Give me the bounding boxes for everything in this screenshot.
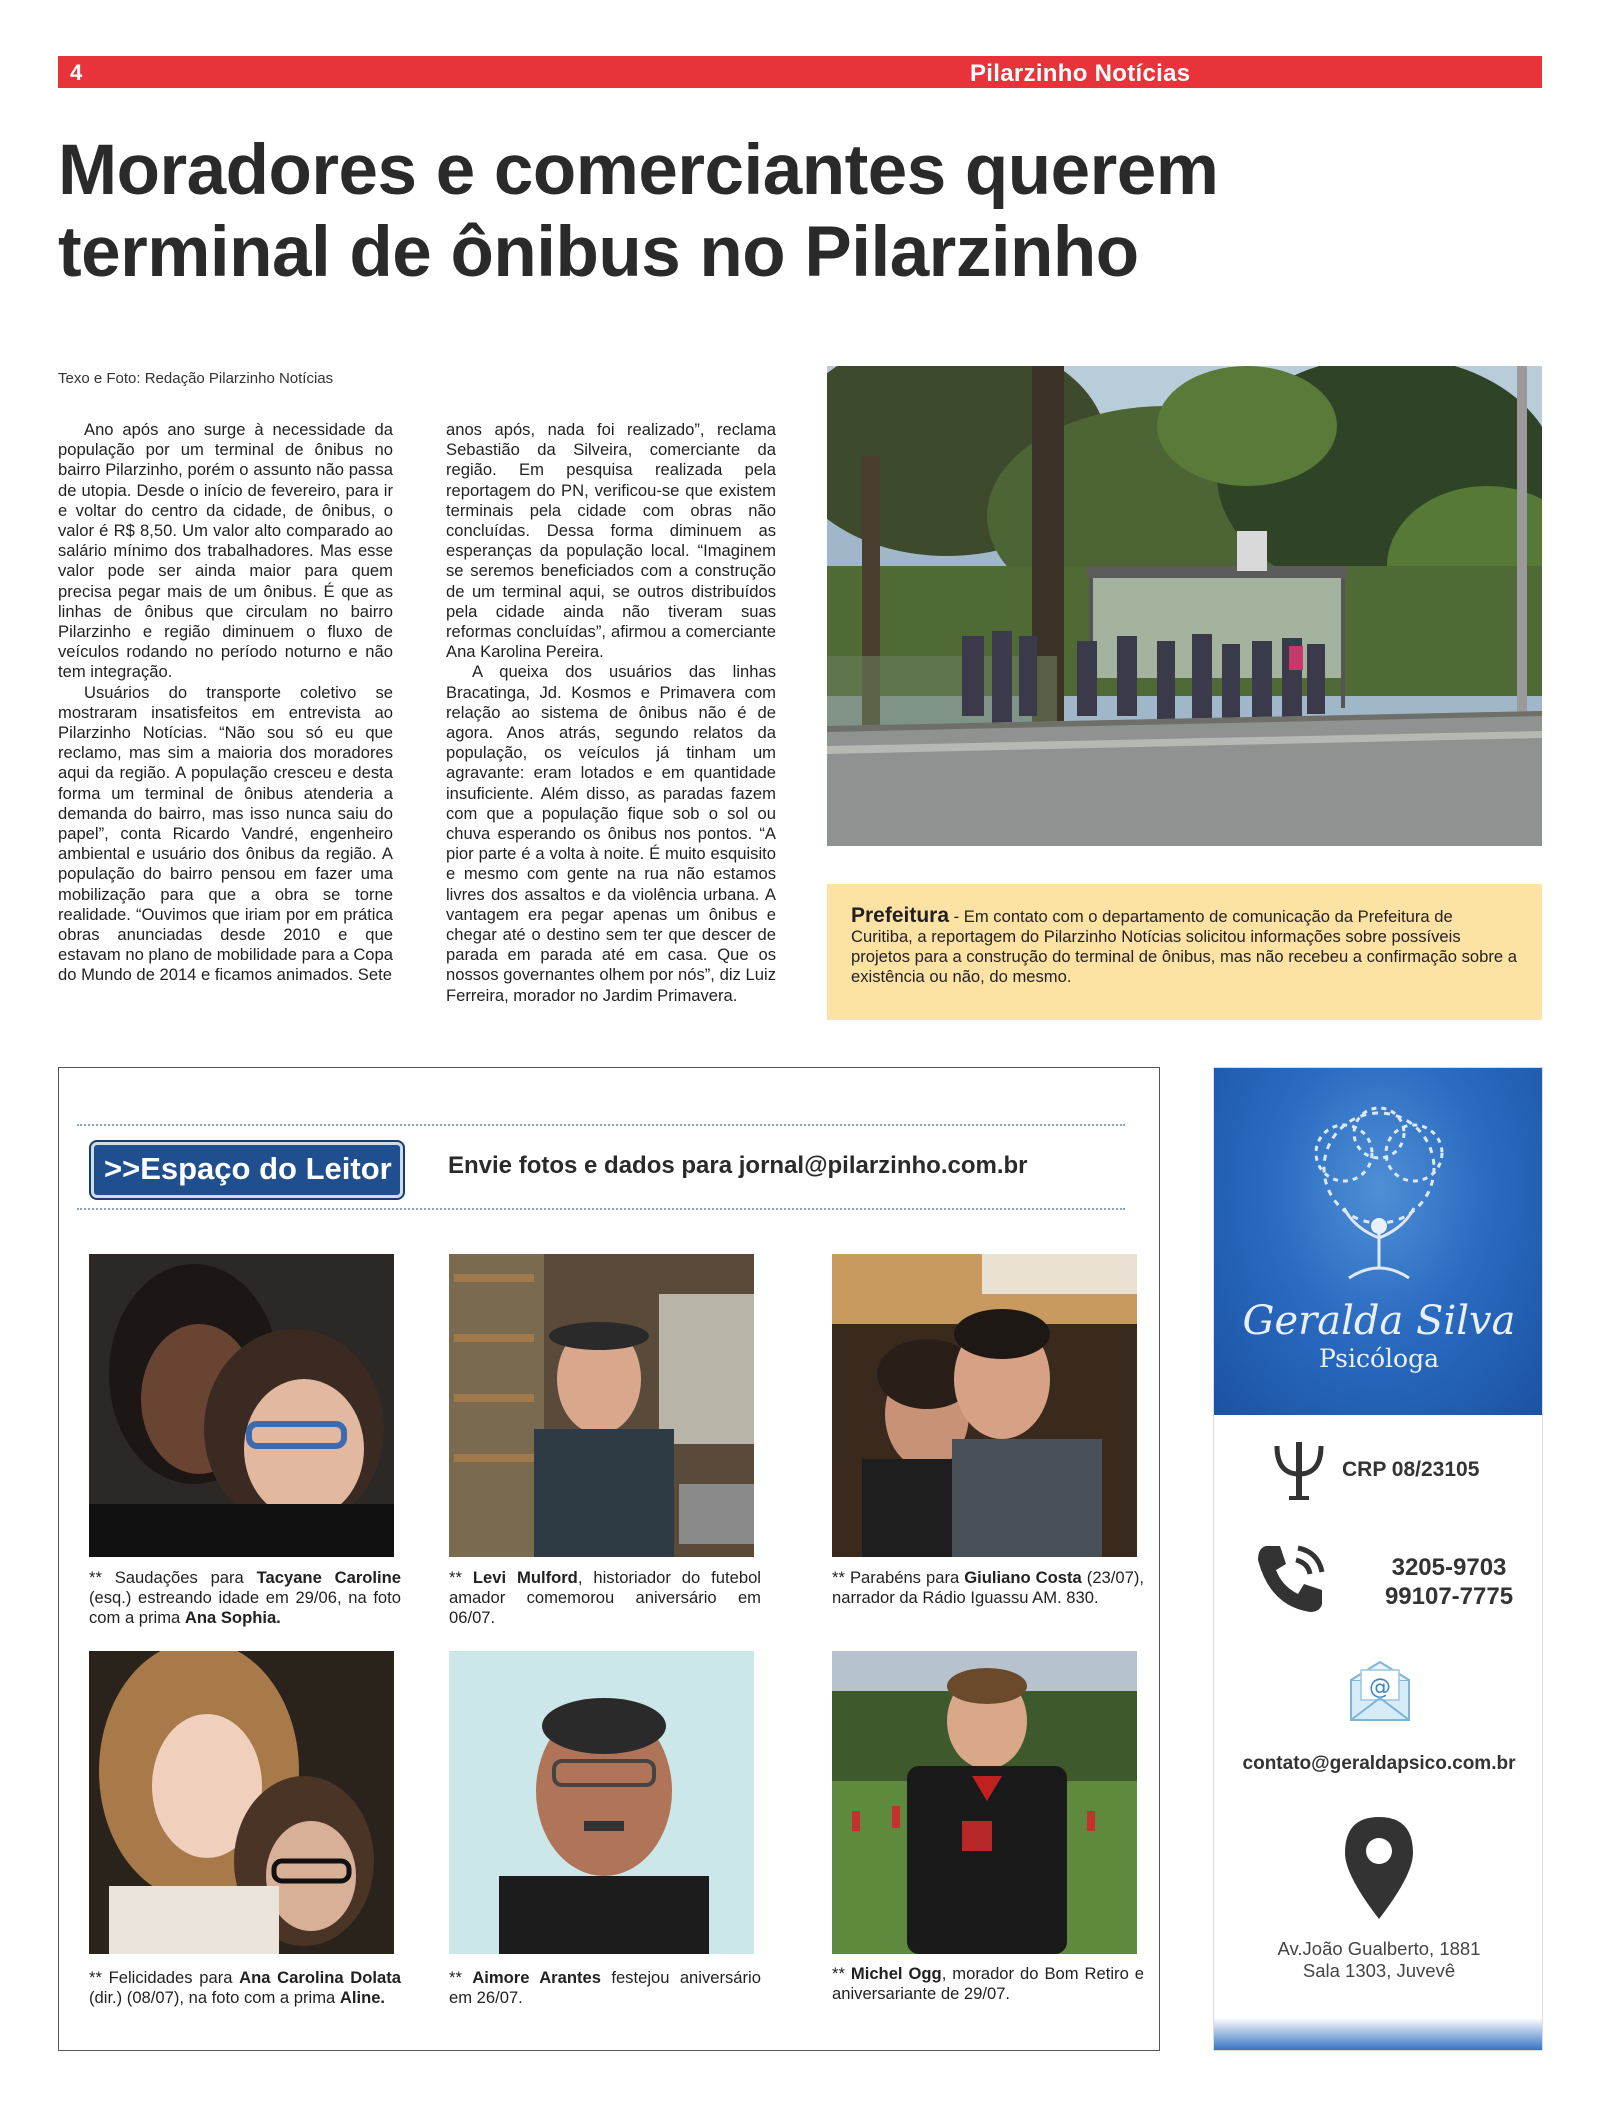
ad-phone-2: 99107-7775 (1384, 1583, 1514, 1610)
reader-space-section (58, 1067, 1160, 2051)
article-paragraph: anos após, nada foi realizado”, reclama Sebastião da Silveira, comerciante da região. Em pesquisa realizada pela reportagem do PN, verificou-se que existem terminais pela cidade com obras não concluídas. Dessa forma diminuem as esperanças da população local. “Imaginem se seremos beneficiados com a construção de um terminal aqui, se outros distribuídos pela cidade ainda não tiveram suas reformas concluídas”, afirmou a comerciante Ana Karolina Pereira. (446, 420, 776, 662)
article-column-2 (446, 420, 776, 1006)
reader-space-badge: >>Espaço do Leitor (91, 1142, 403, 1198)
reader-name: Aimore Arantes (472, 1968, 601, 1987)
ad-phone-1: 3205-9703 (1391, 1554, 1507, 1581)
article-headline (58, 130, 1458, 294)
dotted-divider (77, 1208, 1125, 1210)
article-column-1 (58, 420, 393, 986)
reader-photo-1 (89, 1254, 394, 1557)
reader-name: Ana Carolina Dolata (239, 1968, 401, 1987)
psychologist-ad (1213, 1067, 1543, 2051)
reader-caption-5: ** Aimore Arantes festejou aniversário em 26/07. (449, 1968, 761, 2007)
svg-text:@: @ (1369, 1675, 1391, 1700)
bus-stop-photo (827, 366, 1542, 846)
ad-name: Geralda Silva (1242, 1298, 1516, 1344)
reader-invite-text: Envie fotos e dados para jornal@pilarzinho.com.br (448, 1152, 1028, 1179)
reader-photo-2 (449, 1254, 754, 1557)
psi-icon (1269, 1438, 1329, 1503)
reader-caption-1: ** Saudações para Tacyane Caroline (esq.) estreando idade em 29/06, na foto com a prima Ana Sophia. (89, 1568, 401, 1627)
ad-banner (1214, 1068, 1543, 1415)
article-paragraph: Ano após ano surge à necessidade da população por um terminal de ônibus no bairro Pilarzinho, porém o assunto não passa de utopia. Desde o início de fevereiro, para ir e voltar do centro da cidade, de ônibus, o valor é R$ 8,50. Um valor alto comparado ao salário mínimo dos trabalhadores. Mas esse valor pode ser ainda maior para quem precisa pegar mais de um ônibus. É que as linhas de ônibus que circulam no bairro Pilarzinho e região diminuem o fluxo de veículos rodando no período noturno e não tem integração. (58, 420, 393, 682)
page-number: 4 (70, 60, 83, 85)
reader-photo-6 (832, 1651, 1137, 1954)
article-credit: Texo e Foto: Redação Pilarzinho Notícias (58, 370, 334, 387)
reader-name: Levi Mulford (472, 1568, 578, 1587)
reader-name: Aline. (339, 1988, 386, 2007)
prefeitura-text: - Em contato com o departamento de comunicação da Prefeitura de Curitiba, a reportagem do Pilarzinho Notícias solicitou informações sobre possíveis projetos para a construção do terminal de ônibus, mas não recebeu a confirmação sobre a existência ou não, do mesmo. (851, 907, 1517, 986)
page-header-bar (58, 56, 1542, 88)
reader-caption-3: ** Parabéns para Giuliano Costa (23/07), narrador da Rádio Iguassu AM. 830. (832, 1568, 1144, 1607)
ad-phones (1369, 1553, 1529, 1611)
prefeitura-title: Prefeitura (851, 904, 950, 927)
location-pin-icon (1341, 1813, 1417, 1923)
dotted-divider (77, 1124, 1125, 1126)
reader-name: Michel Ogg (850, 1964, 942, 1983)
ad-email: contato@geraldapsico.com.br (1242, 1753, 1516, 1774)
ad-role: Psicóloga (1319, 1344, 1439, 1373)
reader-name: Ana Sophia. (184, 1608, 281, 1627)
reader-caption-6: ** Michel Ogg, morador do Bom Retiro e aniversariante de 29/07. (832, 1964, 1144, 2003)
ad-footer-band (1214, 2018, 1543, 2051)
publication-name: Pilarzinho Notícias (970, 60, 1191, 87)
ad-address (1214, 1938, 1543, 1982)
phone-icon (1252, 1538, 1332, 1618)
reader-photo-3 (832, 1254, 1137, 1557)
article-paragraph: A queixa dos usuários das linhas Bracatinga, Jd. Kosmos e Primavera com relação ao sistema de ônibus não é de agora. Anos atrás, segundo relatos da população, os veículos já tinham um agravante: eram lotados e em quantidade insuficiente. Além disso, as paradas fazem com que a população fique sob o sol ou chuva esperando os ônibus nos pontos. “A pior parte é a volta à noite. É muito esquisito e mesmo com gente na rua não estamos livres dos assaltos e da violência urbana. A vantagem era pegar apenas um ônibus e chegar até o destino sem ter que descer de parada em parada até em casa. Que os nossos governantes olhem por nós”, diz Luiz Ferreira, morador no Jardim Primavera. (446, 662, 776, 1005)
headline-line-1: Moradores e comerciantes querem (58, 131, 1219, 210)
headline-line-2: terminal de ônibus no Pilarzinho (58, 213, 1139, 292)
email-envelope-icon (1347, 1658, 1413, 1724)
tree-logo-icon (1274, 1098, 1484, 1298)
reader-name: Giuliano Costa (964, 1568, 1082, 1587)
prefeitura-box (827, 884, 1542, 1020)
reader-name: Tacyane Caroline (256, 1568, 401, 1587)
reader-caption-2: ** Levi Mulford, historiador do futebol amador comemorou aniversário em 06/07. (449, 1568, 761, 1627)
ad-address-line-1: Av.João Gualberto, 1881 (1277, 1938, 1481, 1959)
reader-caption-4: ** Felicidades para Ana Carolina Dolata (dir.) (08/07), na foto com a prima Aline. (89, 1968, 401, 2007)
article-paragraph: Usuários do transporte coletivo se mostraram insatisfeitos em entrevista ao Pilarzinho Notícias. “Não sou só eu que reclamo, mas sim a maioria dos moradores aqui da região. A população cresceu e desta forma um terminal de ônibus atenderia a demanda do bairro, mas isso nunca saiu do papel”, conta Ricardo Vandré, engenheiro ambiental e usuário dos ônibus da região. A população do bairro pensou em fazer uma mobilização para que a obra se torne realidade. “Ouvimos que iriam por em prática obras anunciadas desde 2010 e que estavam no plano de mobilidade para a Copa do Mundo de 2014 e ficamos animados. Sete (58, 682, 393, 985)
ad-crp: CRP 08/23105 (1342, 1458, 1480, 1481)
ad-address-line-2: Sala 1303, Juvevê (1302, 1960, 1456, 1981)
reader-photo-4 (89, 1651, 394, 1954)
reader-photo-5 (449, 1651, 754, 1954)
